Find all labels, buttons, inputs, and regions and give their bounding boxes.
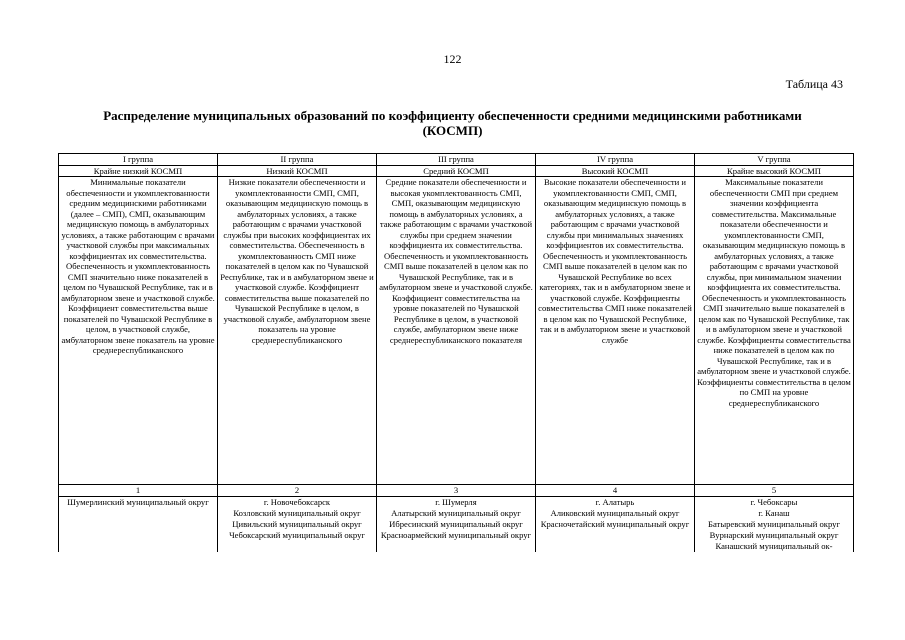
column-number: 3 <box>377 485 536 497</box>
level-header-row <box>59 165 854 177</box>
municipality-name: г. Чебоксары <box>750 496 798 507</box>
municipality-name: г. Алатырь <box>595 496 635 507</box>
column-number: 1 <box>59 485 218 497</box>
table-label: Таблица 43 <box>785 77 843 91</box>
municipality-name: г. Новочебоксарск <box>263 496 331 507</box>
group-description: Средние показатели обеспеченности и высокая укомплектованность СМП, СМП, оказывающим медицинскую помощь в амбулаторных условиях, а также работающим с врачами участковой службы при среднем значении коэффициента их совместительства. Обеспеченность и укомплектованность СМП выше показателей в целом как по Чувашской Республике, так и в амбулаторном звене и участковой службе. Коэффициент совместительства на уровне показателей по Чувашской Республике в целом, в участковой службе, амбулаторном звене ниже среднереспубликанского показателя <box>377 177 536 485</box>
level-header: Высокий КОСМП <box>536 165 695 177</box>
title-line-2: (КОСМП) <box>422 123 483 138</box>
municipality-cell <box>377 496 536 552</box>
municipality-name: Алатырский муниципальный округ <box>391 507 521 518</box>
municipality-name: Чебоксарский муниципальный округ <box>229 529 365 540</box>
group-header: IV группа <box>536 154 695 166</box>
page-number: 122 <box>443 52 462 66</box>
municipality-name: г. Шумерля <box>435 496 477 507</box>
table-title <box>60 108 845 138</box>
group-header-row <box>59 154 854 166</box>
municipality-name: Шумерлинский муниципальный округ <box>67 496 209 507</box>
level-header: Средний КОСМП <box>377 165 536 177</box>
group-header: III группа <box>377 154 536 166</box>
group-header: I группа <box>59 154 218 166</box>
description-row <box>59 177 854 485</box>
municipality-cell <box>218 496 377 552</box>
group-header: V группа <box>695 154 854 166</box>
group-header: II группа <box>218 154 377 166</box>
level-header: Низкий КОСМП <box>218 165 377 177</box>
municipality-name: Цивильский муниципальный округ <box>232 518 362 529</box>
municipality-name: Вурнарский муниципальный округ <box>709 529 839 540</box>
municipality-name: Ибресинский муниципальный округ <box>389 518 523 529</box>
municipality-name: г. Канаш <box>758 507 790 518</box>
municipality-name: Красноармейский муниципальный округ <box>380 529 532 540</box>
group-description: Низкие показатели обеспеченности и укомплектованности СМП, СМП, оказывающим медицинскую помощь в амбулаторных условиях, а также работающим с врачами участковой службы при высоких коэффициентах их совместительства. Обеспеченность в укомплектованность СМП ниже показателей в целом как по Чувашской Республике, так и в амбулаторном звене и участковой службе. Коэффициент совместительства выше показателей по Чувашской Республике в целом, в участковой службе, амбулаторном звене показатель на уровне среднереспубликанского <box>218 177 377 485</box>
distribution-table <box>58 153 854 552</box>
column-number: 5 <box>695 485 854 497</box>
municipality-name: Канашский муниципальный ок- <box>715 540 833 551</box>
municipality-cell <box>59 496 218 552</box>
municipality-name: Батыревский муниципальный округ <box>708 518 840 529</box>
municipality-name: Красночетайский муниципальный округ <box>540 518 690 529</box>
level-header: Крайне высокий КОСМП <box>695 165 854 177</box>
title-line-1: Распределение муниципальных образований по коэффициенту обеспеченности средними медицинскими работниками <box>103 108 802 123</box>
group-description: Высокие показатели обеспеченности и укомплектованности СМП, СМП, оказывающим медицинскую помощь в амбулаторных условиях, а также работающим с врачами участковой службы при минимальных значениях коэффициентов их совместительства. Обеспеченность и укомплектованность СМП выше показателей в целом как по Чувашской Республике во всех категориях, так и в амбулаторном звене и участковой службе. Коэффициенты совместительства СМП ниже показателей в целом как по Чувашской Республике, так и в амбулаторном звене и участковой службе <box>536 177 695 485</box>
municipality-cell <box>536 496 695 552</box>
municipality-name: Козловский муниципальный округ <box>233 507 361 518</box>
column-number: 2 <box>218 485 377 497</box>
municipality-name: Аликовский муниципальный округ <box>550 507 680 518</box>
group-description: Максимальные показатели обеспеченности СМП при среднем значении коэффициента совместительства. Максимальные показатели обеспеченности и укомплектованности СМП, оказывающим медицинскую помощь в амбулаторных условиях, а также работающим с врачами участковой службы, при минимальном значении коэффициента их совместительства. Обеспеченность и укомплектованность СМП значительно выше показателей в целом как по Чувашской Республике, так и в амбулаторном звене и участковой службе. Коэффициенты совместительства ниже показателей в целом как по Чувашской Республике, так и в амбулаторном звене и участковой службе. Коэффициенты совместительства в целом по СМП на уровне среднереспубликанского <box>695 177 854 485</box>
column-number: 4 <box>536 485 695 497</box>
column-number-row <box>59 485 854 497</box>
municipality-row <box>59 496 854 552</box>
group-description: Минимальные показатели обеспеченности и укомплектованности средним медицинскими работниками (далее – СМП), СМП, оказывающим медицинскую помощь в амбулаторных условиях, а также работающим с врачами участковой службы при максимальных коэффициентах их совместительства. Обеспеченность и укомплектованность СМП значительно ниже показателей в целом по Чувашской Республике, так и в амбулаторном звене и участковой службе. Коэффициент совместительства выше показателей по Чувашской Республике в целом, в участковой службе, амбулаторном звене показатель на уровне среднереспубликанского <box>59 177 218 485</box>
level-header: Крайне низкий КОСМП <box>59 165 218 177</box>
municipality-cell <box>695 496 854 552</box>
